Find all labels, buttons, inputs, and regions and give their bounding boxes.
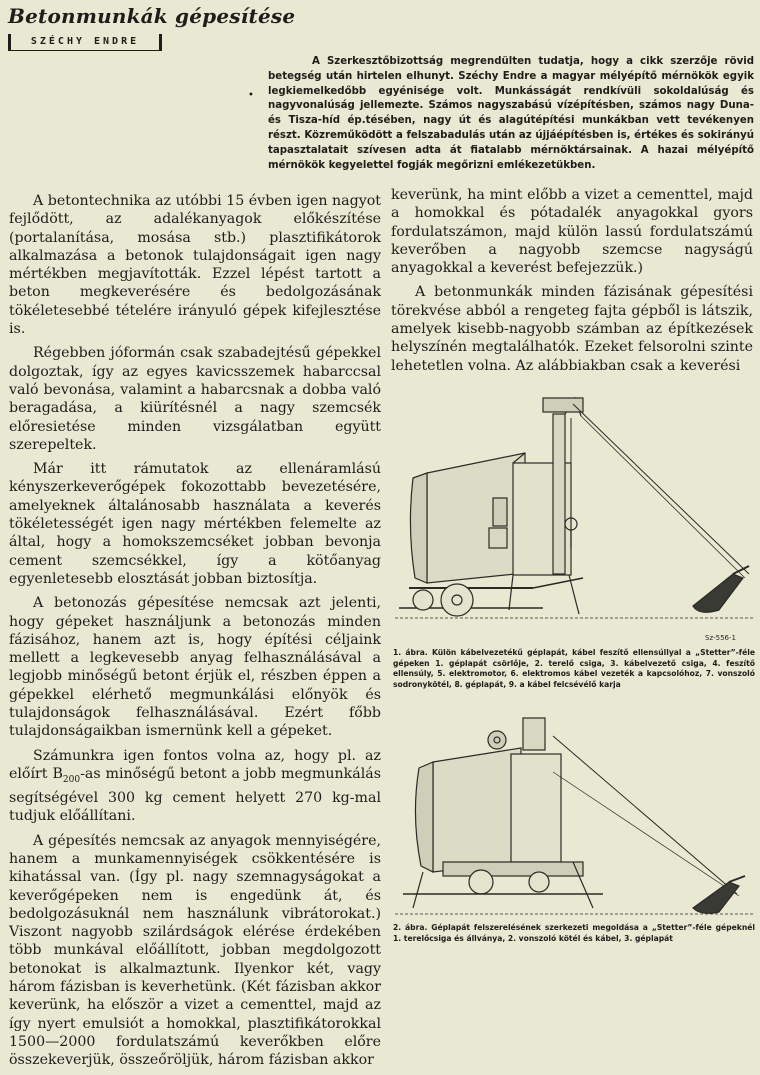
- paragraph: Már itt rámutatok az ellenáramlású kényszerkeverőgépek fokozottabb bevezetésére, amelyeknek általánosabb használata a keverés tökéletességét igen nagy mértékben felemelte az által, hogy a homokszemcséket jobban bevonja cement szemcsékkel, így a kötőanyag egyenletesebb elosztását jobban biztosítja.: [9, 461, 381, 587]
- figure-1-mixer-drawing: [393, 378, 757, 646]
- figure-2-mixer-drawing: [393, 712, 757, 920]
- subscript: 200: [62, 774, 81, 785]
- paragraph: A betonmunkák minden fázisának gépesítési törekvése abból a rengeteg fajta gépből is látszik, amelyek kisebb-nagyobb számban az építkezések helyszínén megtalálhatók. Ezeket felsorolni szinte lehetetlen volna. Az alábbiakban csak a keverési: [391, 284, 753, 374]
- paragraph-text: -as minőségű betont a jobb megmunkálás segítségével 300 kg cement helyett 270 kg-mal tudjuk előállítani.: [9, 765, 381, 825]
- article-title: Betonmunkák gépesítése: [8, 4, 296, 28]
- editorial-note: A Szerkesztőbizottság megrendülten tudatja, hogy a cikk szerzője rövid betegség után hirtelen elhunyt. Széchy Endre a magyar mélyépítő mérnökök egyik legkiemelkedőbb egyénisége volt. Munkásságát rendkívüli sokoldalúság és nagyvonalúság jellemezte. Számos nagyszabású vízépítésben, számos nagy Duna- és Tisza-híd ép.tésében, nagy út és alagútépítési munkákban vett tevékenyen részt. Közreműködött a felszabadulás után az újjáépítésben is, értékes és sokirányú tapasztalatait szívesen adta át fiatalabb mérnöktársainak. A hazai mélyépítő mérnökök kegyelettel fogják megőrizni emlékezetükben.: [268, 56, 754, 171]
- paragraph-text: Számunkra igen fontos volna az, hogy pl. az előírt B: [9, 747, 381, 782]
- right-column: [391, 186, 753, 381]
- figure-1-caption: 1. ábra. Külön kábelvezetékű géplapát, kábel feszítő ellensúllyal a „Stetter”-féle gépeken 1. géplapát csörlője, 2. terelő csiga, 3. kábelvezető csiga, 4. feszítő ellensúly, 5. elektromotor, 6. elektromos kábel vezeték a kapcsolóhoz, 7. vonszoló sodronykötél, 8. géplapát, 9. a kábel felcsévélő karja: [393, 648, 755, 689]
- author-byline: SZÉCHY ENDRE: [8, 34, 162, 51]
- left-column: [9, 192, 381, 1075]
- figure-1-code: Sz-556-1: [705, 634, 736, 642]
- paragraph: A gépesítés nemcsak az anyagok mennyiségére, hanem a munkamennyiségek csökkentésére is kihatással van. (Így pl. nagy szemnagyságokat a keverőgépeken nem is engedünk át, és bedolgozásuknál nem használunk vibrátorokat.) Viszont nagyobb szilárdságok elérése érdekében több munkával előállított, jobban megdolgozott betonokat is alkalmaztunk. Ilyenkor két, vagy három fázisban is keverhetünk. (Két fázisban akkor keverünk, ha először a vizet a cementtel, majd az így nyert emulsiót a homokkal, plasztifikátorokkal 1500—2000 fordulatszámú keverőkben előre összekeverjük, összeőröljük, három fázisban akkor: [9, 832, 381, 1069]
- paragraph: A betonozás gépesítése nemcsak azt jelenti, hogy gépeket használjunk a betonozás minden fázisához, hanem azt is, hogy építési céljaink mellett a legkevesebb anyag felhasználásával a legjobb minőségű betont érjük el, részben éppen a gépekkel elérhető megmunkálási előnyök és tulajdonságok felhasználásával. Ezért főbb tulajdonságaikban ismernünk kell a gépeket.: [9, 595, 381, 740]
- paragraph: Régebben jóformán csak szabadejtésű gépekkel dolgoztak, így az egyes kavicsszemek habarccsal való bevonása, valamint a habarcsnak a dobba való beragadása, a kiürítésnél a nagy szemcsék előresietése minden vizsgálatban együtt szerepeltek.: [9, 345, 381, 453]
- figure-2-caption: 2. ábra. Géplapát felszerelésének szerkezeti megoldása a „Stetter”-féle gépeknél 1. terelőcsiga és állványa, 2. vonszoló kötél és kábel, 3. géplapát: [393, 923, 755, 943]
- paragraph: keverünk, ha mint előbb a vizet a cementtel, majd a homokkal és pótadalék anyagokkal gyors fordulatszámon, majd külön lassú fordulatszámú keverőben a nagyobb szemcse nagyságú anyagokkal a keverést befejezzük.): [391, 187, 753, 277]
- paragraph: A betontechnika az utóbbi 15 évben igen nagyot fejlődött, az adalékanyagok előkészítése (portalanítása, mosása stb.) plasztifikátorok alkalmazása a betonok tulajdonságait igen nagy mértékben megjavították. Ezzel lépést tartott a beton megkeverésére és bedolgozásának tökéletesebbé tételére irányuló gépek kifejlesztése is.: [9, 193, 381, 338]
- paragraph: [9, 747, 381, 826]
- margin-mark: •: [248, 90, 254, 101]
